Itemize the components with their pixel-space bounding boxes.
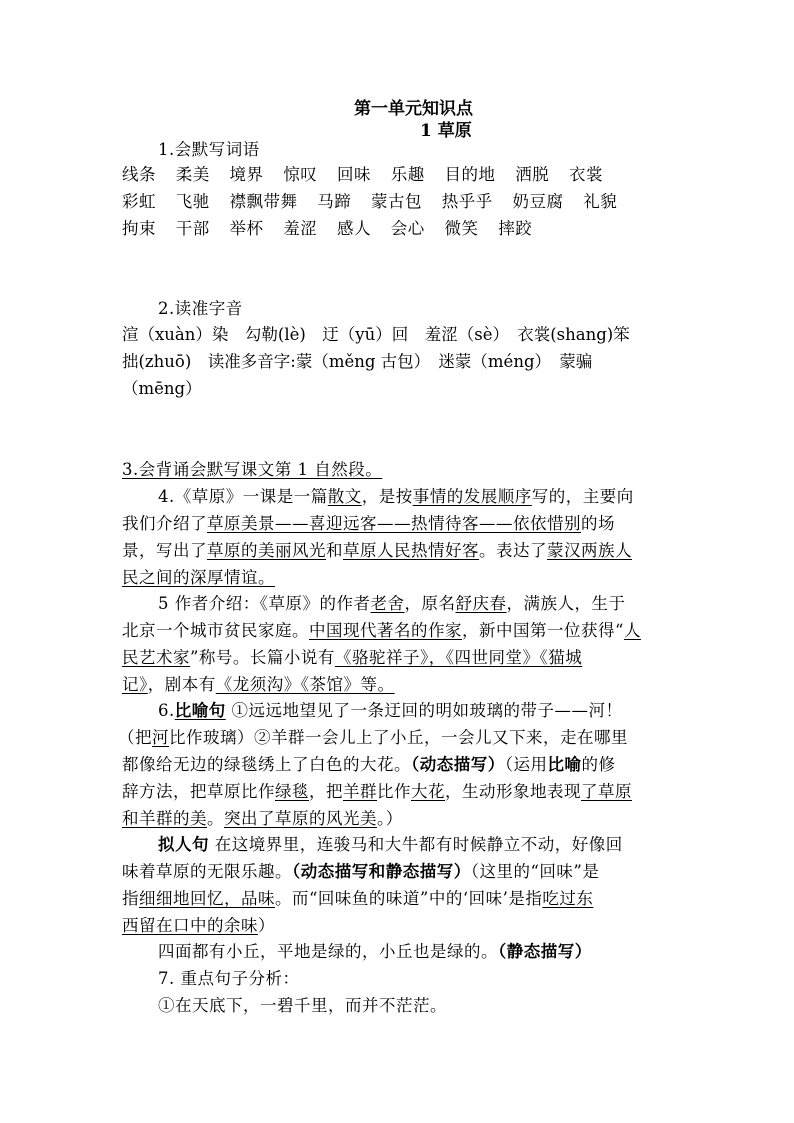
word: 目的地 bbox=[444, 165, 496, 184]
personification-line-1 bbox=[158, 832, 623, 858]
text: 大花 bbox=[411, 782, 445, 801]
text: 《骆驼祥子》，《四世同堂》《猫城 bbox=[334, 648, 583, 667]
text: 6. bbox=[158, 701, 175, 720]
text: 羊群 bbox=[343, 782, 377, 801]
text: 四面都有小丘，平地是绿的，小丘也是绿的。 bbox=[158, 942, 498, 961]
word: 微笑 bbox=[444, 219, 479, 238]
text: 草原人民热情好客 bbox=[343, 541, 479, 560]
text: 突出了草原的风光美 bbox=[224, 809, 377, 828]
text: ）②羊群一会儿上了小丘，一会儿又下来，走在哪里 bbox=[237, 728, 628, 747]
text: 4.《草原》一课是一篇 bbox=[158, 487, 328, 506]
lesson-title: 1 草原 bbox=[420, 121, 472, 141]
text: ，满族人，生于 bbox=[506, 594, 626, 613]
text: ①远远地望见了一条迂回的明如玻璃的带子——河！ bbox=[225, 701, 623, 720]
text: 。 bbox=[207, 809, 224, 828]
word: 会心 bbox=[390, 219, 425, 238]
section-6-line-5 bbox=[122, 806, 403, 832]
word: 彩虹 bbox=[122, 192, 156, 211]
word: 惊叹 bbox=[283, 165, 318, 184]
text: ”称号。长篇小说有 bbox=[190, 648, 335, 667]
text: 辞方法，把草原比作 bbox=[122, 782, 275, 801]
text: 指 bbox=[122, 889, 139, 908]
text: 《龙须沟》《茶馆》等。 bbox=[215, 675, 395, 694]
text: 味着草原的无限乐趣。 bbox=[122, 862, 292, 881]
section-5-line-4 bbox=[122, 672, 395, 698]
section-4-line-3 bbox=[122, 538, 632, 564]
text: 在这境界里，连骏马和大牛都有时候静立不动，好像回 bbox=[209, 835, 623, 854]
text: ） bbox=[258, 916, 275, 935]
personification-line-2 bbox=[122, 859, 599, 885]
word: 襟飘带舞 bbox=[229, 192, 298, 211]
section-6-line-3 bbox=[122, 752, 616, 778]
section-6-line-1 bbox=[158, 698, 623, 724]
text: 吃过东 bbox=[542, 889, 594, 908]
section-3 bbox=[122, 457, 382, 483]
section-5-line-3 bbox=[122, 645, 582, 671]
word: 蒙古包 bbox=[371, 192, 422, 211]
section-6-line-2 bbox=[118, 725, 628, 751]
text: （静态描写） bbox=[498, 942, 592, 961]
text: 老舍 bbox=[370, 594, 405, 613]
text: 比喻 bbox=[547, 755, 582, 774]
section-6-line-4 bbox=[122, 779, 632, 805]
text: 景，写出了 bbox=[122, 541, 207, 560]
text: 中国现代著名的作家 bbox=[309, 621, 462, 640]
text: 的场 bbox=[581, 514, 615, 533]
text: 民艺术家 bbox=[122, 648, 190, 667]
text: 比喻句 bbox=[174, 701, 226, 720]
section-4-line-1 bbox=[158, 484, 634, 510]
word: 飞驰 bbox=[175, 192, 210, 211]
text: （动态描写和静态描写） bbox=[292, 862, 471, 881]
word: 举杯 bbox=[229, 219, 264, 238]
text: 的修 bbox=[581, 755, 616, 774]
text: 和 bbox=[326, 541, 343, 560]
pronunciation-line-1: 渲（xuàn）染 勾勒(lè) 迂（yū）回 羞涩（sè） 衣裳(shang)笨 bbox=[122, 325, 630, 344]
word: 马蹄 bbox=[317, 192, 352, 211]
section-1-heading: 1.会默写词语 bbox=[158, 140, 260, 159]
words-row-2 bbox=[122, 189, 617, 215]
text: 。） bbox=[377, 809, 403, 828]
text: 事情的发展顺序 bbox=[412, 487, 532, 506]
text: 草原美景——喜迎远客——热情待客——依依惜别 bbox=[207, 514, 581, 533]
pronunciation-line-2: 拙(zhuō) 读准多音字:蒙（měng 古包） 迷蒙（méng） 蒙骗 bbox=[122, 352, 593, 371]
word: 感人 bbox=[337, 219, 371, 238]
text: 细细地回忆，品味 bbox=[139, 889, 275, 908]
text: 民之间的深厚情谊。 bbox=[122, 568, 275, 587]
word: 拘束 bbox=[122, 219, 156, 238]
text: ，把 bbox=[309, 782, 343, 801]
text: 我们介绍了 bbox=[122, 514, 207, 533]
word: 热乎乎 bbox=[441, 192, 493, 211]
section-4-line-2 bbox=[122, 511, 615, 537]
text: ，新中国第一位获得“ bbox=[462, 621, 624, 640]
text: 写的，主要向 bbox=[531, 487, 634, 506]
text: 5 作者介绍：《草原》的作者 bbox=[158, 594, 371, 613]
word: 柔美 bbox=[175, 165, 210, 184]
page-title: 第一单元知识点 bbox=[354, 99, 473, 119]
word: 线条 bbox=[122, 165, 156, 184]
section-5-line-2 bbox=[122, 618, 641, 644]
words-row-1 bbox=[122, 162, 603, 188]
section-2-heading: 2.读准字音 bbox=[158, 299, 243, 318]
word: 境界 bbox=[229, 165, 264, 184]
section-4-line-4 bbox=[122, 565, 275, 591]
personification-line-4 bbox=[122, 913, 275, 939]
text: （运用 bbox=[504, 755, 548, 774]
word: 洒脱 bbox=[515, 165, 550, 184]
text: 了草原 bbox=[581, 782, 632, 801]
text: 都像给无边的绿毯绣上了白色的大花。 bbox=[122, 755, 411, 774]
word: 乐趣 bbox=[390, 165, 425, 184]
personification-line-3 bbox=[122, 886, 593, 912]
text: 比作 bbox=[169, 728, 203, 747]
words-row-3 bbox=[122, 216, 532, 242]
text: 西留在口中的余味 bbox=[122, 916, 258, 935]
word: 干部 bbox=[175, 219, 210, 238]
word: 奶豆腐 bbox=[512, 192, 564, 211]
text: ，是按 bbox=[361, 487, 413, 506]
text: ，生动形象地表现 bbox=[445, 782, 581, 801]
word: 摔跤 bbox=[498, 219, 533, 238]
text: 草原的美丽风光 bbox=[207, 541, 326, 560]
text: （动态描写） bbox=[411, 755, 505, 774]
text: 河 bbox=[152, 728, 169, 747]
text: 玻璃 bbox=[203, 728, 237, 747]
word: 羞涩 bbox=[283, 219, 318, 238]
section-5-line-1 bbox=[158, 591, 626, 617]
text: 和羊群的美 bbox=[122, 809, 207, 828]
text: 舒庆春 bbox=[455, 594, 507, 613]
text: 比作 bbox=[377, 782, 411, 801]
pronunciation-line-3: （mēng） bbox=[122, 379, 202, 398]
text: 。而“回味鱼的味道”中的‘回味’是指 bbox=[275, 889, 543, 908]
text: 拟人句 bbox=[158, 835, 209, 854]
section-7-item-1: ①在天底下，一碧千里，而并不茫茫。 bbox=[158, 996, 447, 1015]
text: 记》 bbox=[122, 675, 148, 694]
word: 礼貌 bbox=[583, 192, 618, 211]
text: 蒙汉两族人 bbox=[547, 541, 632, 560]
text: 人 bbox=[623, 621, 641, 640]
text: （这里的“回味”是 bbox=[470, 862, 600, 881]
section-7-heading: 7. 重点句子分析： bbox=[158, 969, 300, 988]
text: 北京一个城市贫民家庭。 bbox=[122, 621, 309, 640]
word: 衣裳 bbox=[569, 165, 603, 184]
word: 回味 bbox=[337, 165, 371, 184]
static-description-line bbox=[158, 939, 592, 965]
text: 散文 bbox=[327, 487, 362, 506]
section-3-text: 3.会背诵会默写课文第 1 自然段。 bbox=[122, 460, 383, 479]
text: 绿毯 bbox=[275, 782, 309, 801]
text: （把 bbox=[118, 728, 152, 747]
text: ，剧本有 bbox=[147, 675, 216, 694]
text: ，原名 bbox=[404, 594, 456, 613]
text: 。表达了 bbox=[479, 541, 547, 560]
